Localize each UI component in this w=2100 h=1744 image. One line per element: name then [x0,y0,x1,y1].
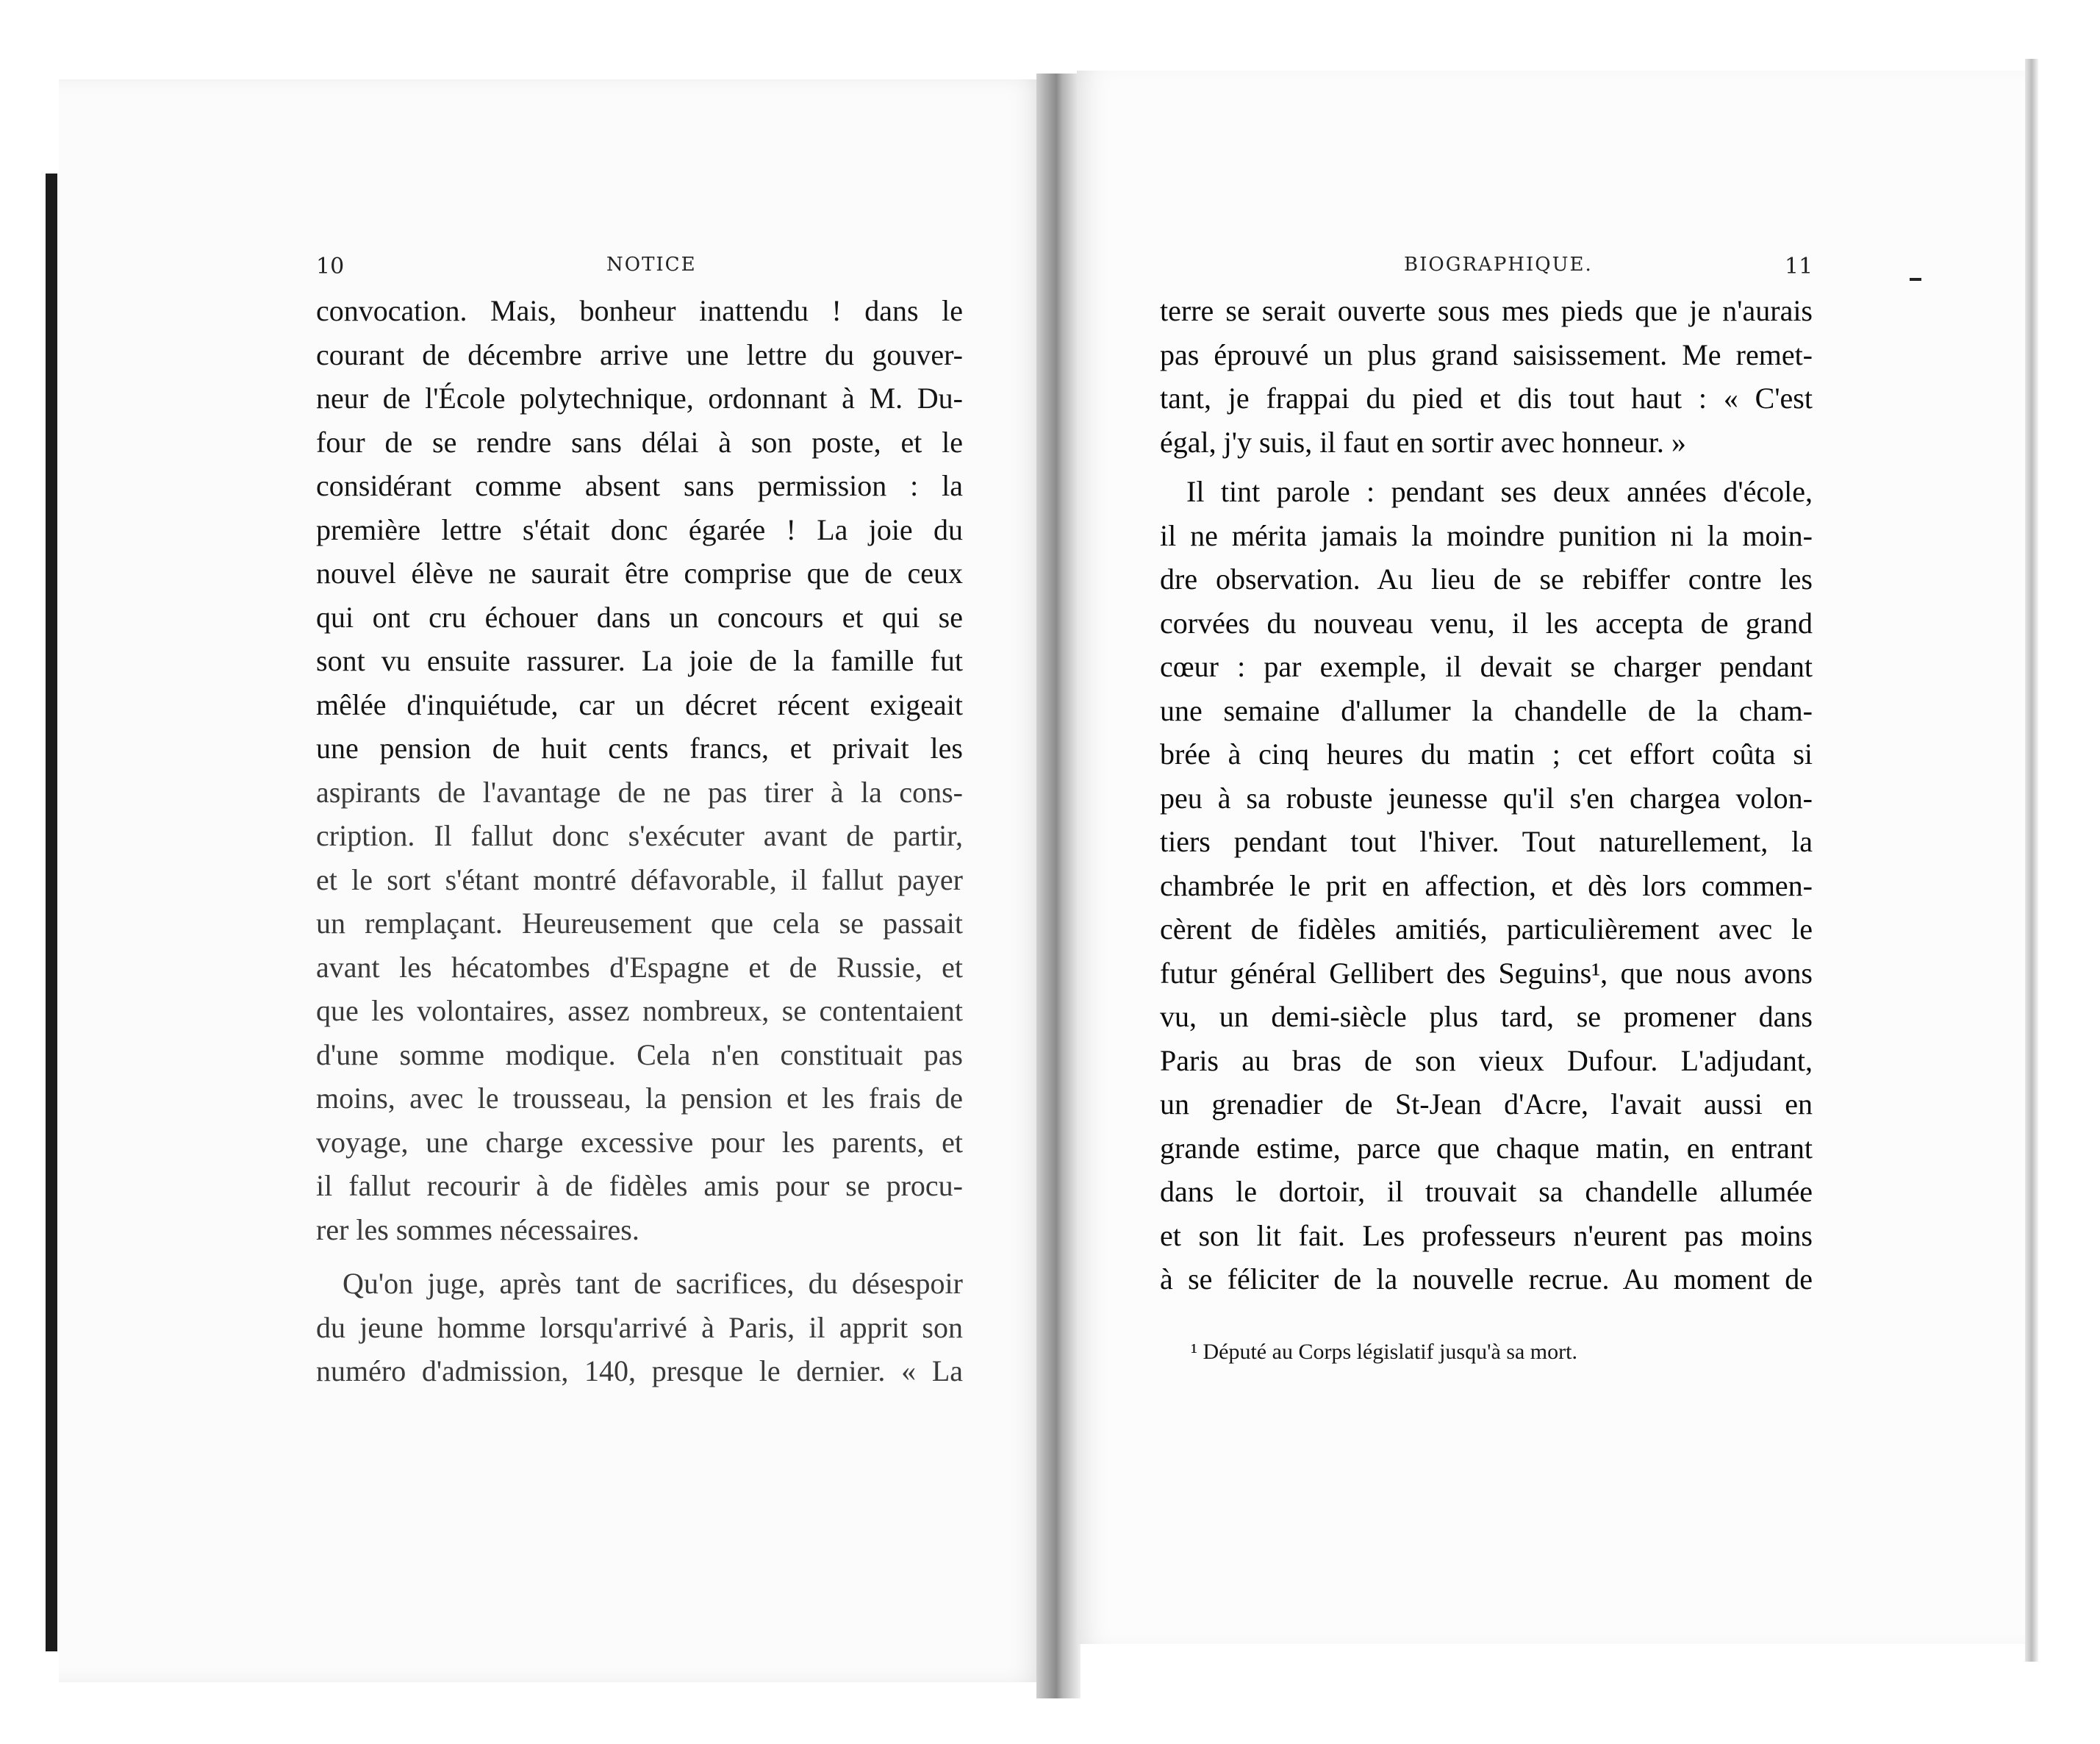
text-line: tant, je frappai du pied et dis tout haut : « C'est [1160,382,1813,415]
text-line: que les volontaires, assez nombreux, se contentaient [316,994,963,1027]
text-line: et son lit fait. Les professeurs n'eurent pas moins [1160,1218,1813,1252]
text-line: d'une somme modique. Cela n'en constituait pas [316,1037,963,1071]
text-line: courant de décembre arrive une lettre du gouver- [316,337,963,371]
text-line: nouvel élève ne saurait être comprise que de ceux [316,557,963,590]
text-line: Paris au bras de son vieux Dufour. L'adjudant, [1160,1043,1813,1077]
left-running-head: NOTICE [606,254,697,276]
text-line: mêlée d'inquiétude, car un décret récent exigeait [316,687,963,721]
right-body-text [1160,289,1813,1301]
text-line: vu, un demi-siècle plus tard, se promener dans [1160,1000,1813,1033]
left-page-number: 10 [316,254,345,279]
book-cover-edge [46,174,57,1651]
text-line: grande estime, parce que chaque matin, en entrant [1160,1131,1813,1165]
text-line: corvées du nouveau venu, il les accepta de grand [1160,606,1813,640]
book-gutter [1036,74,1081,1698]
text-line: terre se serait ouverte sous mes pieds que je n'aurais [1160,294,1813,327]
right-page-number: 11 [1785,254,1813,279]
text-line: une pension de huit cents francs, et privait les [316,732,963,765]
text-line: première lettre s'était donc égarée ! La joie du [316,512,963,546]
text-line: voyage, une charge excessive pour les parents, et [316,1125,963,1159]
text-line: chambrée le prit en affection, et dès lors commen- [1160,868,1813,902]
text-line: un remplaçant. Heureusement que cela se passait [316,907,963,940]
left-body-text [316,289,963,1393]
right-running-head: BIOGRAPHIQUE. [1404,254,1593,276]
text-line: avant les hécatombes d'Espagne et de Russie, et [316,950,963,984]
text-line: tiers pendant tout l'hiver. Tout naturellement, la [1160,825,1813,858]
text-line: neur de l'École polytechnique, ordonnant à M. Du- [316,382,963,415]
text-line: cèrent de fidèles amitiés, particulièrement avec le [1160,912,1813,946]
text-line: rer les sommes nécessaires. [316,1212,639,1246]
text-line: futur général Gellibert des Seguins¹, que nous avons [1160,956,1813,990]
text-line: pas éprouvé un plus grand saisissement. Me remet- [1160,337,1813,371]
text-line: brée à cinq heures du matin ; cet effort coûta si [1160,737,1813,771]
text-line: cœur : par exemple, il devait se charger pendant [1160,650,1813,683]
text-line: un grenadier de St-Jean d'Acre, l'avait aussi en [1160,1087,1813,1121]
text-line: dans le dortoir, il trouvait sa chandelle allumée [1160,1175,1813,1208]
text-line: du jeune homme lorsqu'arrivé à Paris, il apprit son [316,1310,963,1344]
margin-mark [1910,278,1921,281]
text-line: il fallut recourir à de fidèles amis pour se procu- [316,1169,963,1202]
text-line: Il tint parole : pendant ses deux années d'école, [1186,475,1813,508]
footnote: ¹ Député au Corps législatif jusqu'à sa mort. [1191,1340,1577,1364]
text-line: il ne mérita jamais la moindre punition ni la moin- [1160,518,1813,552]
text-line: une semaine d'allumer la chandelle de la cham- [1160,693,1813,727]
text-line: et le sort s'étant montré défavorable, il fallut payer [316,862,963,896]
text-line: convocation. Mais, bonheur inattendu ! dans le [316,294,963,327]
text-line: égal, j'y suis, il faut en sortir avec honneur. » [1160,425,1686,459]
text-line: dre observation. Au lieu de se rebiffer contre les [1160,562,1813,596]
text-line: four de se rendre sans délai à son poste, et le [316,425,963,459]
page-stack-edge [2025,59,2038,1662]
text-line: à se féliciter de la nouvelle recrue. Au moment de [1160,1262,1813,1296]
text-line: aspirants de l'avantage de ne pas tirer à la cons- [316,775,963,809]
text-line: qui ont cru échouer dans un concours et qui se [316,600,963,634]
text-line: peu à sa robuste jeunesse qu'il s'en chargea volon- [1160,781,1813,815]
text-line: cription. Il fallut donc s'exécuter avant de partir, [316,819,963,852]
text-line: considérant comme absent sans permission : la [316,469,963,502]
text-line: numéro d'admission, 140, presque le dernier. « La [316,1354,963,1387]
text-line: sont vu ensuite rassurer. La joie de la famille fut [316,644,963,677]
text-line: moins, avec le trousseau, la pension et les frais de [316,1082,963,1115]
text-line: Qu'on juge, après tant de sacrifices, du désespoir [343,1267,963,1300]
